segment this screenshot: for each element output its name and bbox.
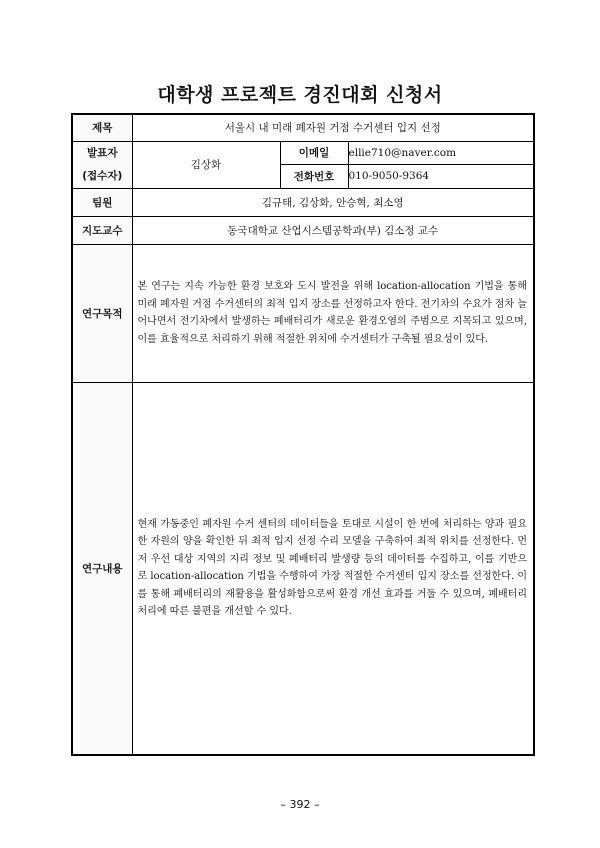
content-cell [132, 382, 534, 755]
advisor-value: 동국대학교 산업시스템공학과(부) 김소정 교수 [132, 216, 534, 244]
presenter-label-line2: (접수자) [82, 169, 123, 182]
email-value: ellie710@naver.com [348, 141, 534, 165]
content-text: 현재 가동중인 폐자원 수거 센터의 데이터들을 토대로 시설이 한 번에 처리하는 양과 필요한 자원의 양을 확인한 뒤 최적 입지 선정 수리 모델을 구축하여 최적 위치를 선정한다. 먼저 우선 대상 지역의 지리 정보 및 폐배터리 발생량 등의 데이터를 수집하고, 이를 기반으로 location-allocation 기법을 수행하여 가장 적절한 수거센터 입지 장소를 선정한다. 이를 통해 폐배터리의 재활용을 활성화함으로써 환경 개선 효과를 거둘 수 있으며, 폐배터리 처리에 따른 불편을 개선할 수 있다. [137, 518, 527, 618]
subject-value: 서울시 내 미래 폐자원 거점 수거센터 입지 선정 [132, 114, 534, 141]
advisor-row [72, 216, 534, 244]
team-value: 김규태, 김상화, 안승혁, 최소영 [132, 188, 534, 216]
email-label: 이메일 [280, 141, 348, 165]
presenter-label [72, 141, 132, 188]
subject-label: 제목 [72, 114, 132, 141]
purpose-text: 본 연구는 지속 가능한 환경 보호와 도시 발전을 위해 location-allocation 기법을 통해 미래 폐자원 거점 수거센터의 최적 입지 장소를 선정하고자 한다. 전기차의 수요가 점차 늘어나면서 전기차에서 발생하는 폐배터리가 새로운 환경오염의 주범으로 지목되고 있으며, 이를 효율적으로 처리하기 위해 적절한 위치에 수거센터가 구축될 필요성이 있다. [137, 281, 527, 345]
team-label: 팀원 [72, 188, 132, 216]
presenter-label-line1: 발표자 [87, 146, 118, 159]
phone-label: 전화번호 [280, 165, 348, 189]
content-label: 연구내용 [72, 382, 132, 755]
purpose-row [72, 244, 534, 382]
presenter-email-row [72, 141, 534, 165]
page-title: 대학생 프로젝트 경진대회 신청서 [157, 84, 443, 106]
subject-row [72, 114, 534, 141]
content-row [72, 382, 534, 755]
purpose-label: 연구목적 [72, 244, 132, 382]
application-form-table [71, 113, 535, 756]
presenter-name: 김상화 [132, 141, 280, 188]
purpose-cell [132, 244, 534, 382]
advisor-label: 지도교수 [72, 216, 132, 244]
phone-value: 010-9050-9364 [348, 165, 534, 189]
page-number: – 392 – [280, 798, 320, 811]
team-row [72, 188, 534, 216]
